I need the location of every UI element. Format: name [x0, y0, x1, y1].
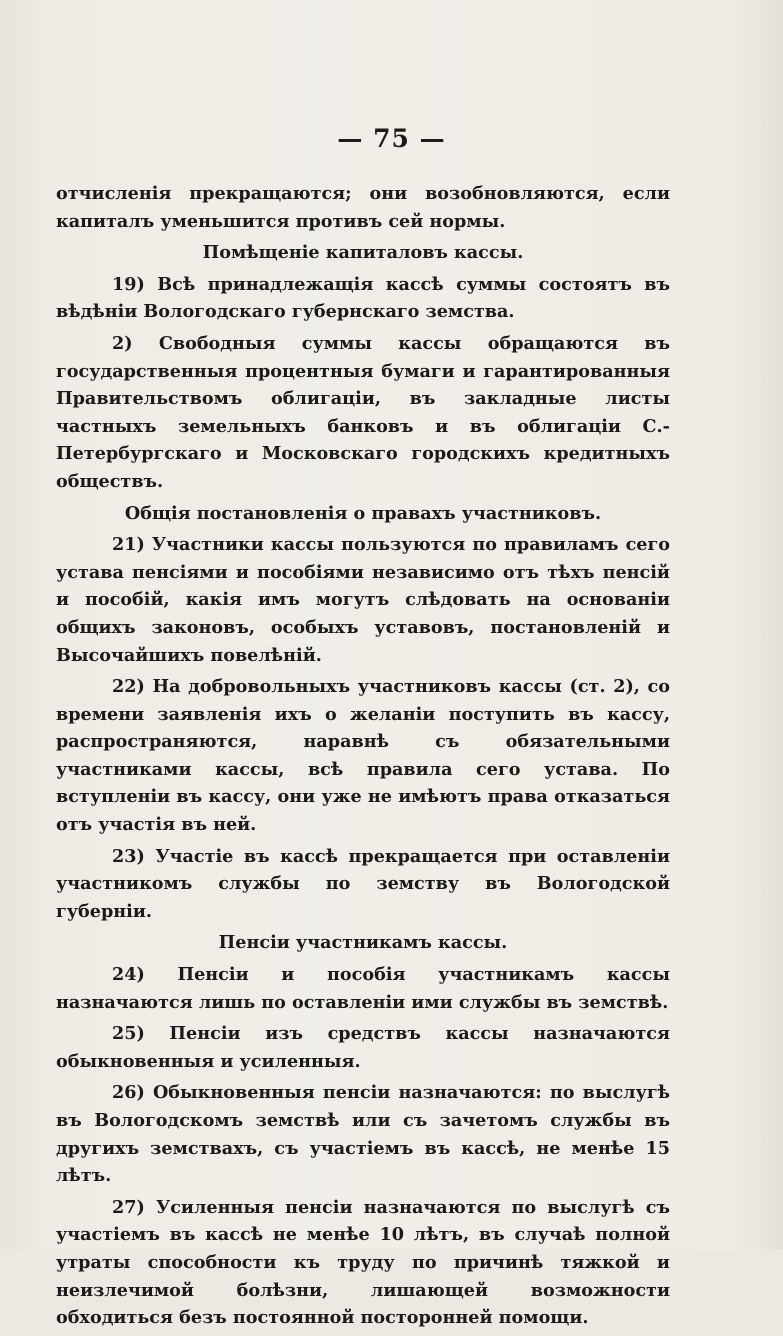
- page-number: — 75 —: [337, 124, 446, 153]
- paragraph-article-26: 26) Обыкновенныя пенсіи назначаются: по выслугѣ въ Вологодскомъ земствѣ или съ зачетомъ службы въ другихъ земствахъ, съ участіемъ въ кассѣ, не менѣе 15 лѣтъ.: [56, 1082, 670, 1187]
- paragraph-article-23: 23) Участіе въ кассѣ прекращается при оставленіи участникомъ службы по земству въ Вологодской губерніи.: [56, 845, 670, 922]
- paragraph-article-20: 2) Свободныя суммы кассы обращаются въ государственныя процентныя бумаги и гарантированныя Правительствомъ облигаціи, въ закладные листы частныхъ земельныхъ банковъ и въ облигаціи С.-Петербургскаго и Московскаго городскихъ кредитныхъ обществъ.: [56, 332, 670, 492]
- paragraph-article-19: 19) Всѣ принадлежащія кассѣ суммы состоятъ въ вѣдѣніи Вологодскаго губернскаго земства.: [56, 273, 670, 323]
- paragraph-article-27: 27) Усиленныя пенсіи назначаются по выслугѣ съ участіемъ въ кассѣ не менѣе 10 лѣтъ, въ случаѣ полной утраты способности къ труду по причинѣ тяжкой и неизлечимой болѣзни, лишающей возможности обходиться безъ постоянной посторонней помощи.: [56, 1196, 670, 1329]
- paragraph-continuation: отчисленія прекращаются; они возобновляются, если капиталъ уменьшится противъ сей нормы.: [56, 183, 670, 232]
- page-body: [56, 180, 670, 1336]
- section-heading-general-rules: Общія постановленія о правахъ участниковъ.: [124, 502, 602, 524]
- paragraph-article-24: 24) Пенсіи и пособія участникамъ кассы назначаются лишь по оставленіи ими службы въ земствѣ.: [56, 964, 670, 1013]
- section-heading-capital-placement: Помѣщеніе капиталовъ кассы.: [202, 242, 524, 264]
- paragraph-article-21: 21) Участники кассы пользуются по правиламъ сего устава пенсіями и пособіями независимо отъ тѣхъ пенсій и пособій, какія имъ могутъ слѣдовать на основаніи общихъ законовъ, особыхъ уставовъ, постановленій и Высочайшихъ повелѣній.: [56, 534, 670, 666]
- paragraph-article-25: 25) Пенсіи изъ средствъ кассы назначаются обыкновенныя и усиленныя.: [56, 1023, 670, 1072]
- paragraph-article-22: 22) На добровольныхъ участниковъ кассы (ст. 2), со времени заявленія ихъ о желаніи поступить въ кассу, распространяются, наравнѣ съ обязательными участниками кассы, всѣ правила сего устава. По вступленіи въ кассу, они уже не имѣютъ права отказаться отъ участія въ ней.: [56, 676, 670, 836]
- section-heading-pensions: Пенсіи участникамъ кассы.: [218, 932, 508, 954]
